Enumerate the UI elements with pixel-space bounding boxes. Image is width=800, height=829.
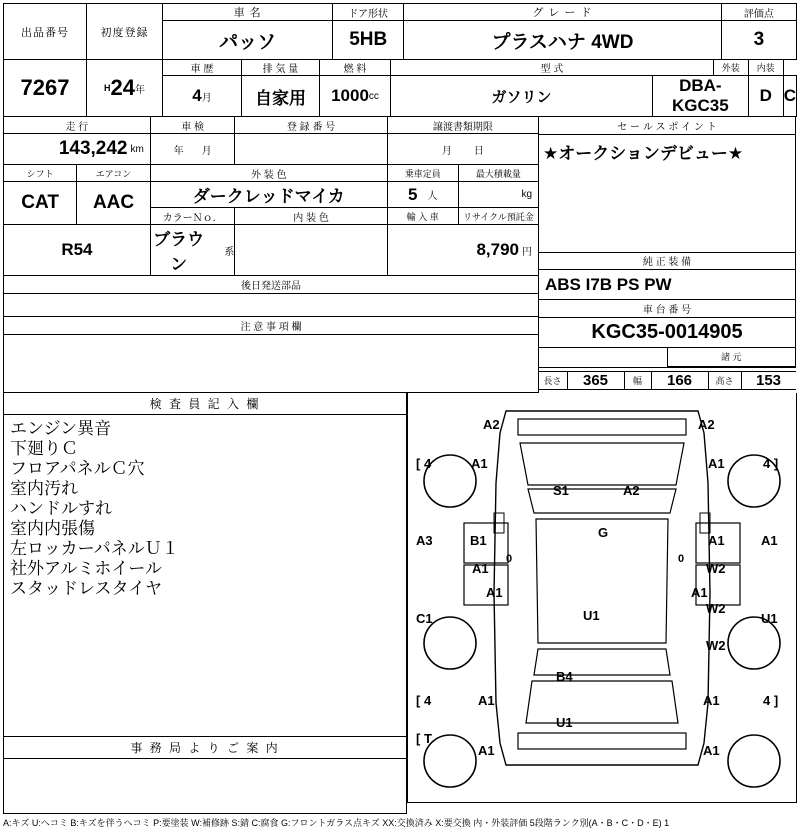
shift-label: シフト — [26, 168, 54, 179]
aircon-value-cell — [77, 182, 151, 225]
intcolor-value: ブラウン — [153, 230, 205, 274]
mileage-value-cell — [4, 134, 151, 165]
intcolor-label: 内 装 色 — [293, 212, 329, 224]
damage-zero-mark: 0 — [678, 553, 685, 565]
mileage-label-cell — [4, 117, 151, 134]
seats-label: 乗車定員 — [404, 168, 441, 179]
damage-mark: A1 — [703, 743, 720, 758]
length-label: 長さ — [543, 376, 562, 387]
displacement-label-cell — [242, 60, 320, 76]
first-reg-month: 4 — [192, 86, 202, 105]
shaken-value-cell — [150, 134, 235, 165]
extcolor-label-cell — [150, 165, 387, 182]
damage-mark: G — [598, 525, 609, 540]
grade-label: グ レ ー ド — [532, 7, 593, 19]
transfer-month: 月 — [441, 145, 452, 157]
genuine-value-cell — [539, 270, 796, 300]
inspector-column — [3, 393, 407, 814]
chassis-value: KGC35-0014905 — [591, 320, 743, 343]
damage-mark: A1 — [761, 533, 778, 548]
regno-label: 登 録 番 号 — [286, 121, 336, 133]
model-value-cell — [653, 76, 749, 117]
width-value-cell — [651, 372, 708, 390]
inspector-line: ハンドルすれ — [10, 499, 112, 519]
dimension-spacer — [539, 348, 667, 366]
model-value: DBA-KGC35 — [672, 76, 729, 115]
fuel-value: ガソリン — [491, 88, 552, 106]
width-label: 幅 — [632, 376, 642, 387]
salespoint-value: ★オークションデビュー★ — [543, 143, 744, 163]
import-value-cell — [235, 225, 387, 276]
damage-mark: A1 — [471, 456, 488, 471]
legend-footer: A:キズ U:ヘコミ B:キズを伴うヘコミ P:要塗装 W:補修跡 S:錆 C:腐食 G:フロントガラス点キズ XX:交換済み X:要交換 内・外装評価 5段階ランク別(A・B・C・D・E) 1 — [3, 818, 670, 828]
displacement-unit: cc — [368, 90, 379, 102]
first-reg-label-cell — [87, 4, 163, 60]
car-name-label-cell — [163, 4, 333, 21]
later-parts-label-cell — [4, 276, 539, 294]
notes-label-cell — [4, 317, 539, 335]
damage-mark: B4 — [556, 669, 573, 684]
seats-value: 5 — [408, 184, 418, 204]
exterior-label: 外装 — [721, 63, 740, 73]
score-label-cell — [721, 4, 796, 21]
damage-mark: A1 — [486, 585, 503, 600]
chassis-value-cell — [539, 317, 796, 347]
inspector-line: エンジン異音 — [10, 419, 112, 438]
damage-mark: B1 — [470, 533, 487, 548]
mileage-label: 走 行 — [65, 121, 89, 133]
middle-block — [3, 116, 797, 393]
regno-label-cell — [235, 117, 387, 134]
first-reg-era: H — [104, 83, 111, 93]
intcolor-label-cell — [235, 208, 387, 225]
width-label-cell — [624, 372, 651, 390]
door-label: ドア形状 — [348, 8, 389, 20]
mileage-unit: km — [130, 143, 144, 155]
first-reg-label: 初度登録 — [100, 26, 149, 39]
height-label-cell — [708, 372, 741, 390]
score-value: 3 — [753, 29, 765, 50]
lower-block — [3, 393, 797, 814]
interior-label: 内装 — [756, 63, 775, 73]
fuel-label-cell — [320, 60, 391, 76]
door-value-cell — [333, 21, 404, 60]
history-value-cell — [242, 76, 320, 117]
maxload-label: 最大積載量 — [475, 168, 521, 179]
colorno-value-cell — [4, 225, 151, 276]
model-label-cell — [391, 60, 714, 76]
shift-value: CAT — [21, 192, 59, 213]
inspector-line: 左ロッカーパネルＵ１ — [10, 539, 179, 559]
aircon-label: エアコン — [95, 168, 132, 179]
first-reg-month-cell — [163, 76, 242, 117]
recycle-label: リサイクル預託金 — [463, 211, 534, 222]
chassis-label: 車 台 番 号 — [642, 305, 692, 317]
damage-mark: 4 ] — [763, 693, 779, 708]
salespoint-label-cell — [539, 117, 796, 135]
grade-label-cell — [404, 4, 722, 21]
diagram-column — [407, 393, 797, 814]
later-parts-label: 後日発送部品 — [241, 281, 301, 292]
maxload-label-cell — [458, 165, 538, 182]
damage-mark: A1 — [708, 533, 725, 548]
damage-mark: 4 ] — [763, 456, 779, 471]
colorno-label-cell — [150, 208, 235, 225]
damage-mark: W2 — [706, 601, 726, 616]
transfer-day: 日 — [473, 145, 484, 157]
car-name-value-cell — [163, 21, 333, 60]
transfer-label: 譲渡書類期限 — [432, 121, 493, 133]
inspector-line: 室内内張傷 — [10, 519, 95, 539]
length-value-cell — [567, 372, 624, 390]
damage-mark: A1 — [703, 693, 720, 708]
damage-mark: A2 — [698, 417, 715, 432]
inspector-line: 下廻りＣ — [10, 439, 78, 459]
width-value: 166 — [666, 372, 693, 390]
chassis-label-cell — [539, 300, 796, 318]
damage-mark: A1 — [691, 585, 708, 600]
import-label: 輸 入 車 — [406, 211, 439, 222]
car-outline-svg — [408, 393, 796, 801]
recycle-value: 8,790 — [476, 240, 519, 259]
first-reg-month-unit: 月 — [201, 92, 212, 104]
colorno-label: カラーＮｏ． — [162, 212, 223, 224]
inspector-notes — [3, 415, 407, 737]
exterior-label-cell — [713, 60, 748, 76]
auction-sheet — [0, 3, 800, 828]
car-name-label: 車 名 — [233, 7, 262, 19]
later-parts-value-cell — [4, 294, 539, 317]
damage-mark: U1 — [556, 715, 573, 730]
recycle-label-cell — [458, 208, 538, 225]
damage-mark: A2 — [483, 417, 500, 432]
shift-value-cell — [4, 182, 77, 225]
score-label: 評価点 — [743, 8, 774, 20]
dimension-label-cell — [667, 348, 795, 366]
genuine-label: 純 正 装 備 — [642, 257, 692, 269]
door-value: 5HB — [349, 29, 388, 50]
damage-mark: [ 4 — [416, 693, 432, 708]
import-label-cell — [387, 208, 458, 225]
displacement-value: 1000 — [331, 86, 369, 105]
exterior-value-cell — [748, 76, 783, 117]
notes-label: 注 意 事 項 欄 — [240, 322, 302, 333]
fuel-value-cell — [391, 76, 653, 117]
maxload-unit: kg — [521, 189, 532, 200]
history-label-cell — [163, 60, 242, 76]
vehicle-detail-table — [3, 116, 539, 393]
colorno-value: R54 — [61, 240, 93, 259]
aircon-value: AAC — [92, 192, 135, 213]
mileage-value: 143,242 — [58, 138, 128, 159]
lot-value-cell — [4, 60, 87, 117]
shaken-month: 月 — [201, 145, 212, 157]
transfer-label-cell — [387, 117, 538, 134]
shaken-label-cell — [150, 117, 235, 134]
office-notes — [3, 759, 407, 814]
extcolor-value: ダークレッドマイカ — [192, 187, 345, 206]
dimension-label: 諸 元 — [720, 352, 742, 363]
score-value-cell — [721, 21, 796, 60]
salespoint-value-cell — [539, 134, 796, 252]
notes-value-cell — [4, 335, 539, 393]
interior-value-cell — [783, 76, 796, 117]
height-value-cell — [741, 372, 796, 390]
seats-unit: 人 — [427, 191, 438, 202]
lot-label: 出品番号 — [21, 26, 69, 39]
dimension-values-cell — [539, 368, 796, 393]
exterior-value: D — [759, 86, 772, 105]
damage-mark: U1 — [761, 611, 778, 626]
damage-mark: [ T — [416, 731, 432, 746]
shaken-label: 車 検 — [181, 121, 204, 133]
door-label-cell — [333, 4, 404, 21]
seats-value-cell — [387, 182, 458, 208]
shift-label-cell — [4, 165, 77, 182]
header-table-2 — [3, 59, 797, 117]
genuine-value: ABS I7B PS PW — [545, 274, 672, 294]
genuine-label-cell — [539, 252, 796, 270]
fuel-label: 燃 料 — [343, 64, 367, 75]
grade-value: プラスハナ 4WD — [491, 31, 634, 53]
inspector-title: 検 査 員 記 入 欄 — [3, 393, 407, 415]
car-damage-diagram — [407, 393, 797, 803]
damage-mark: U1 — [583, 608, 600, 623]
damage-mark: C1 — [416, 611, 433, 626]
displacement-label: 排 気 量 — [262, 64, 299, 75]
intcolor-suffix: 系 — [224, 246, 235, 258]
damage-mark: A1 — [708, 456, 725, 471]
regno-value-cell — [235, 134, 387, 165]
interior-value: C — [783, 86, 796, 105]
interior-label-cell — [748, 60, 783, 76]
dimension-wrap-cell — [539, 347, 796, 367]
height-value: 153 — [755, 372, 782, 390]
damage-mark: W2 — [706, 561, 726, 576]
inspector-line: スタッドレスタイヤ — [10, 579, 163, 599]
import-value — [235, 240, 386, 260]
damage-mark: A1 — [478, 693, 495, 708]
length-label-cell — [539, 372, 568, 390]
header-table — [3, 3, 797, 60]
recycle-value-cell — [387, 225, 538, 276]
height-label: 高さ — [715, 376, 734, 387]
right-info-table — [538, 116, 796, 393]
inspector-line: フロアパネルＣ穴 — [10, 459, 145, 479]
damage-mark: A1 — [472, 561, 489, 576]
displacement-value-cell — [320, 76, 391, 117]
model-label: 型 式 — [540, 64, 564, 75]
damage-mark: A2 — [623, 483, 640, 498]
office-title: 事 務 局 よ り ご 案 内 — [3, 737, 407, 759]
damage-mark: S1 — [553, 483, 569, 498]
history-label: 車 歴 — [190, 64, 214, 75]
first-reg-year-unit: 年 — [134, 84, 145, 96]
intcolor-value-cell — [150, 225, 235, 276]
damage-mark: A3 — [416, 533, 433, 548]
damage-zero-mark: 0 — [506, 553, 513, 565]
recycle-unit: 円 — [522, 246, 532, 258]
damage-mark: W2 — [706, 638, 726, 653]
salespoint-label: セ ー ル ス ポ イ ン ト — [617, 121, 717, 133]
damage-mark: [ 4 — [416, 456, 432, 471]
first-reg-value-cell — [87, 60, 163, 117]
first-reg-year: 24 — [110, 75, 135, 100]
regno-value — [235, 141, 386, 158]
length-value: 365 — [582, 372, 609, 390]
inspector-line: 室内汚れ — [10, 479, 78, 499]
transfer-value-cell — [387, 134, 538, 165]
history-value: 自家用 — [255, 88, 306, 108]
grade-value-cell — [404, 21, 722, 60]
maxload-value-cell — [458, 182, 538, 208]
car-name-value: パッソ — [219, 31, 277, 53]
damage-mark: A1 — [478, 743, 495, 758]
aircon-label-cell — [77, 165, 151, 182]
extcolor-value-cell — [150, 182, 387, 208]
extcolor-label: 外 装 色 — [251, 169, 287, 181]
seats-label-cell — [387, 165, 458, 182]
shaken-year: 年 — [173, 145, 184, 157]
inspector-line: 社外アルミホイール — [10, 559, 162, 579]
lot-value: 7267 — [20, 75, 70, 100]
lot-label-cell — [4, 4, 87, 60]
